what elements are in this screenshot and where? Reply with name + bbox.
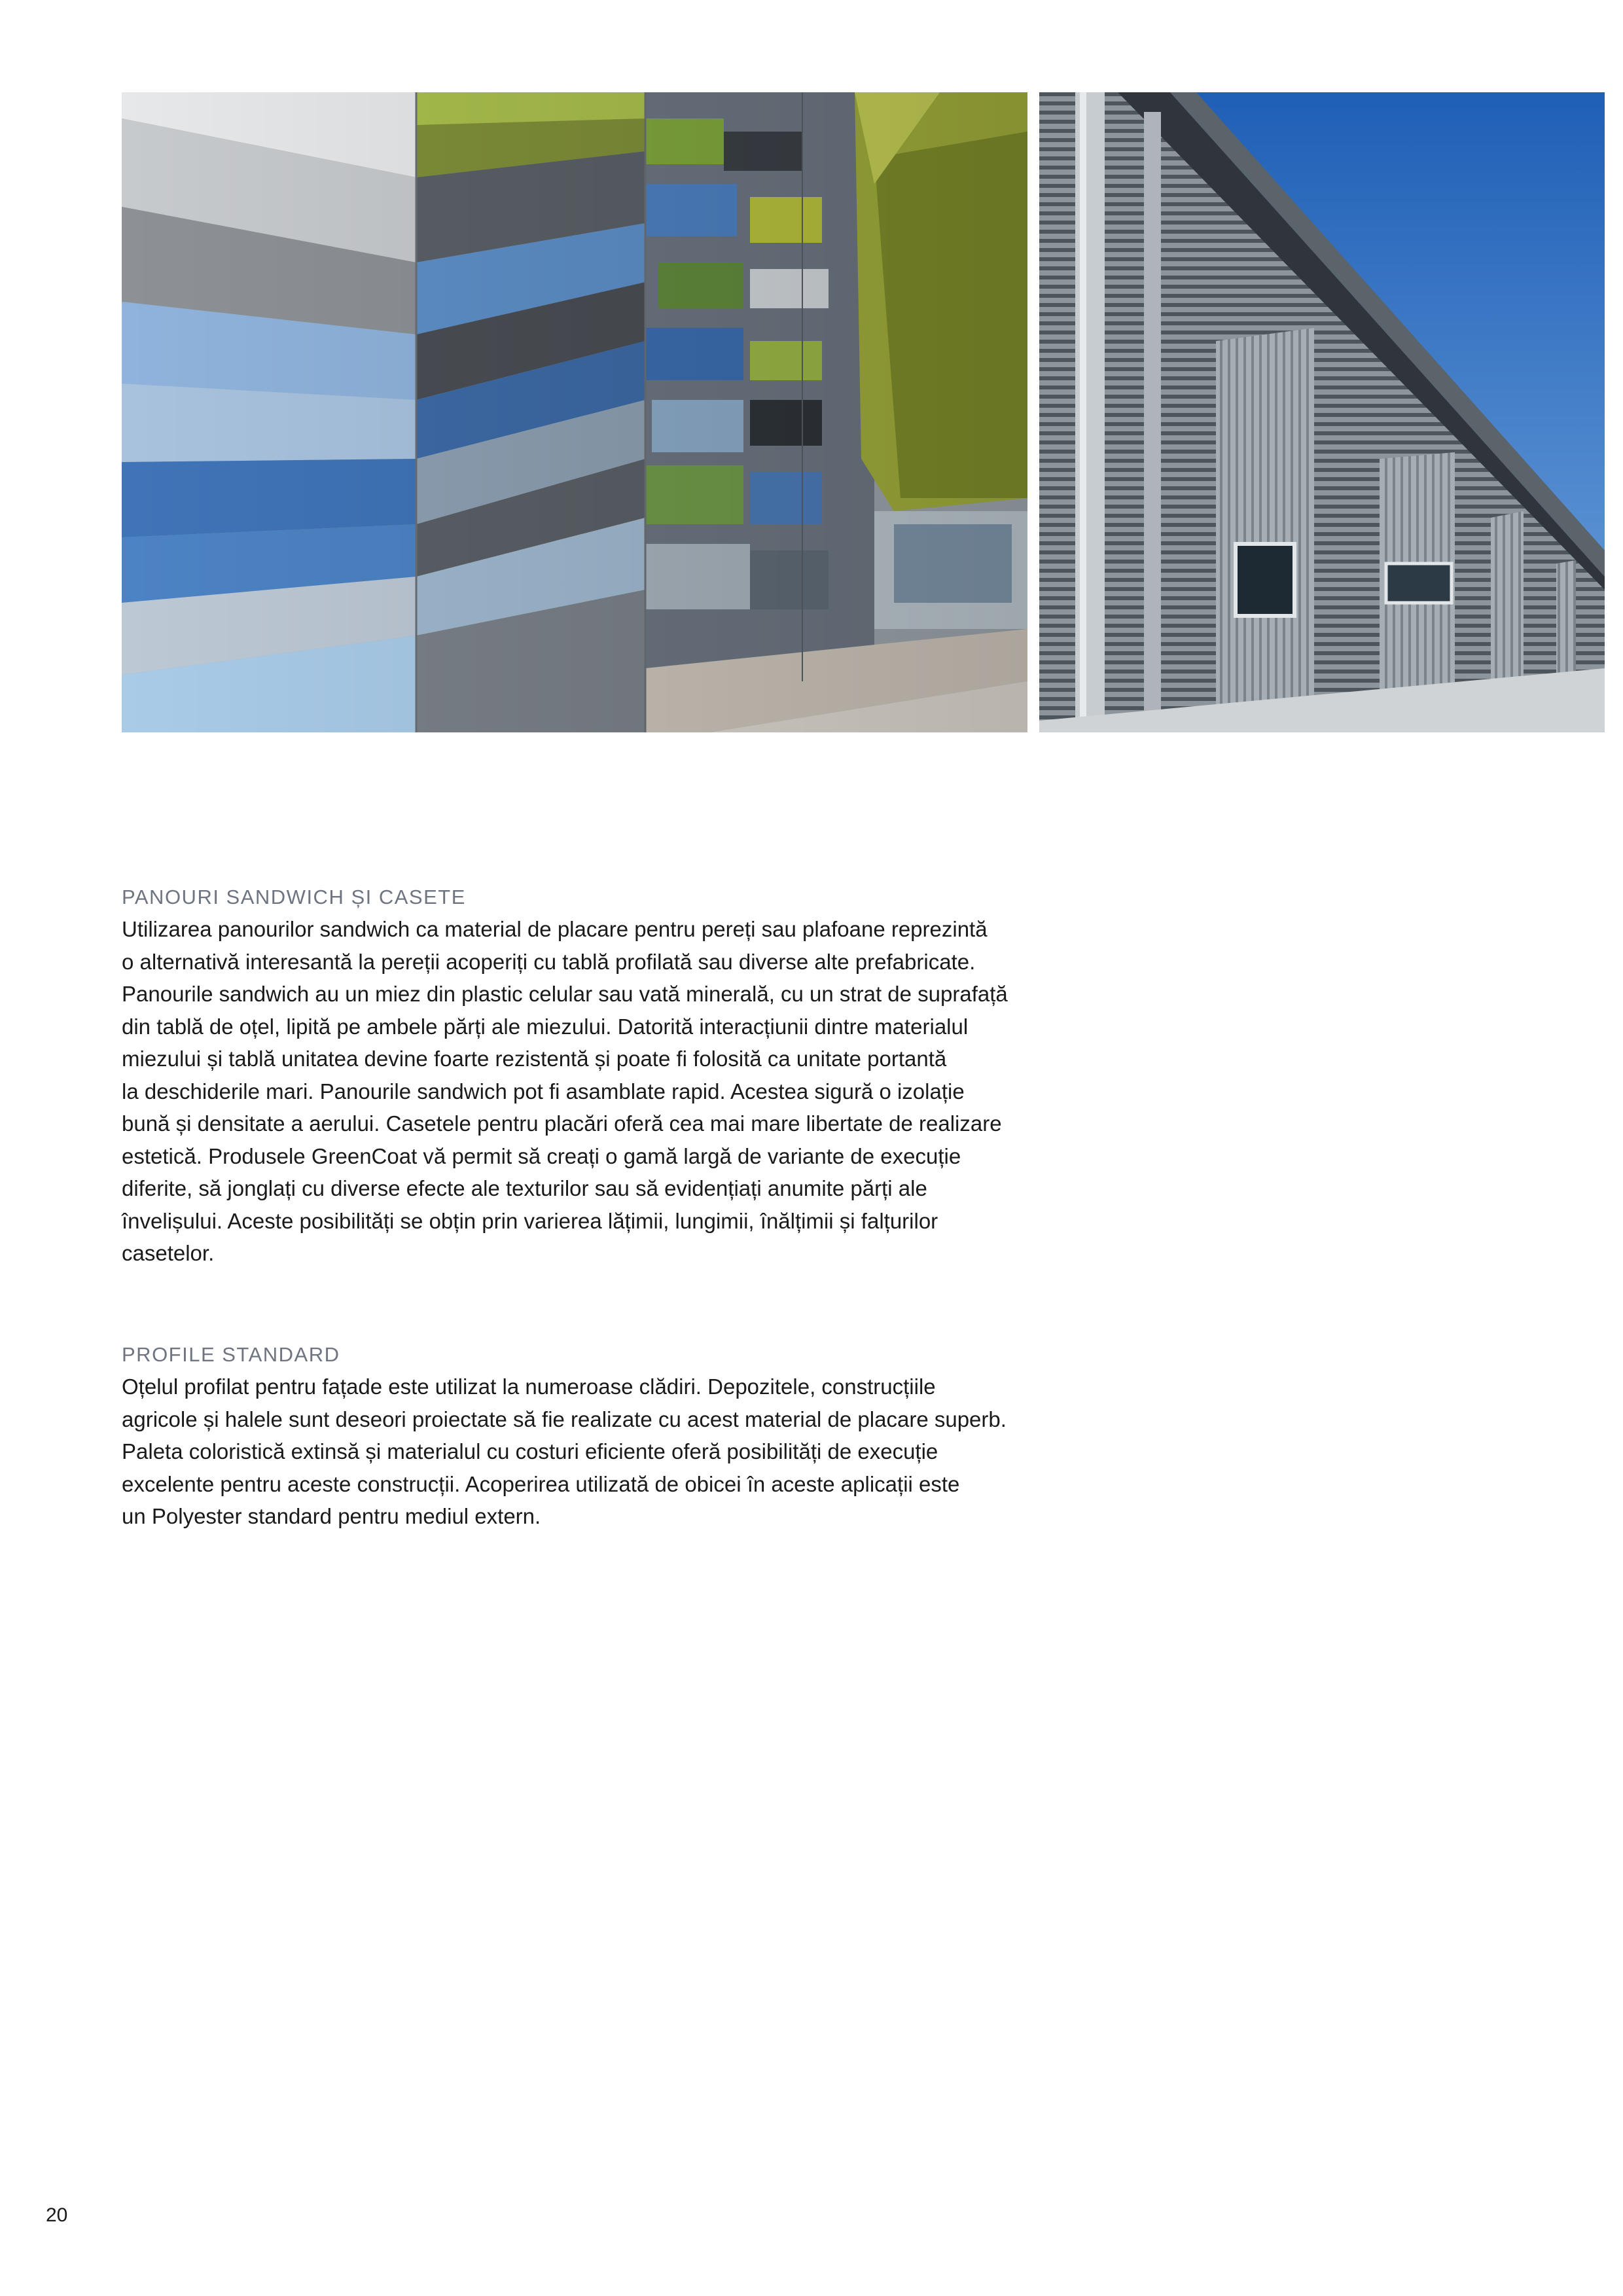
body-line: Panourile sandwich au un miez din plastic celular sau vată minerală, cu un strat de suprafață <box>122 982 1008 1006</box>
body-line: miezului și tablă unitatea devine foarte rezistentă și poate fi folosită ca unitate portantă <box>122 1047 947 1071</box>
body-line: bună și densitate a aerului. Casetele pentru placări oferă cea mai mare libertate de realizare <box>122 1111 1002 1136</box>
facade-photo-icon <box>122 92 1027 732</box>
body-line: diferite, să jonglați cu diverse efecte ale texturilor sau să evidențiați anumite părți ale <box>122 1176 927 1200</box>
section-body <box>122 913 1038 1270</box>
building-photo-icon <box>1039 92 1605 732</box>
section-standard-profiles <box>122 1338 1038 1533</box>
body-line: la deschiderile mari. Panourile sandwich pot fi asamblate rapid. Acestea sigură o izolație <box>122 1079 965 1103</box>
body-line: casetelor. <box>122 1241 215 1265</box>
body-line: agricole și halele sunt deseori proiectate să fie realizate cu acest material de placare superb. <box>122 1407 1007 1431</box>
body-line: Oțelul profilat pentru fațade este utilizat la numeroase clădiri. Depozitele, construcțiile <box>122 1374 936 1399</box>
facade-photo <box>122 92 1027 732</box>
body-line: un Polyester standard pentru mediul extern. <box>122 1504 541 1528</box>
section-sandwich-panels <box>122 881 1038 1270</box>
body-line: Paleta coloristică extinsă și materialul cu costuri eficiente oferă posibilități de execuție <box>122 1439 938 1463</box>
section-heading: PROFILE STANDARD <box>122 1343 340 1366</box>
body-line: Utilizarea panourilor sandwich ca material de placare pentru pereți sau plafoane reprezintă <box>122 917 988 941</box>
section-body <box>122 1371 1038 1533</box>
body-line: o alternativă interesantă la pereții acoperiți cu tablă profilată sau diverse alte prefabricate. <box>122 949 976 974</box>
body-line: din tablă de oțel, lipită pe ambele părți ale miezului. Datorită interacțiunii dintre materialul <box>122 1014 969 1039</box>
body-line: învelișului. Aceste posibilități se obțin prin varierea lățimii, lungimii, înălțimii și falțurilor <box>122 1208 938 1233</box>
page-number: 20 <box>46 2204 68 2226</box>
section-heading: PANOURI SANDWICH ȘI CASETE <box>122 886 466 908</box>
building-photo <box>1039 92 1605 732</box>
body-line: excelente pentru aceste construcții. Acoperirea utilizată de obicei în aceste aplicații este <box>122 1471 960 1496</box>
body-line: estetică. Produsele GreenCoat vă permit să creați o gamă largă de variante de execuție <box>122 1143 961 1168</box>
